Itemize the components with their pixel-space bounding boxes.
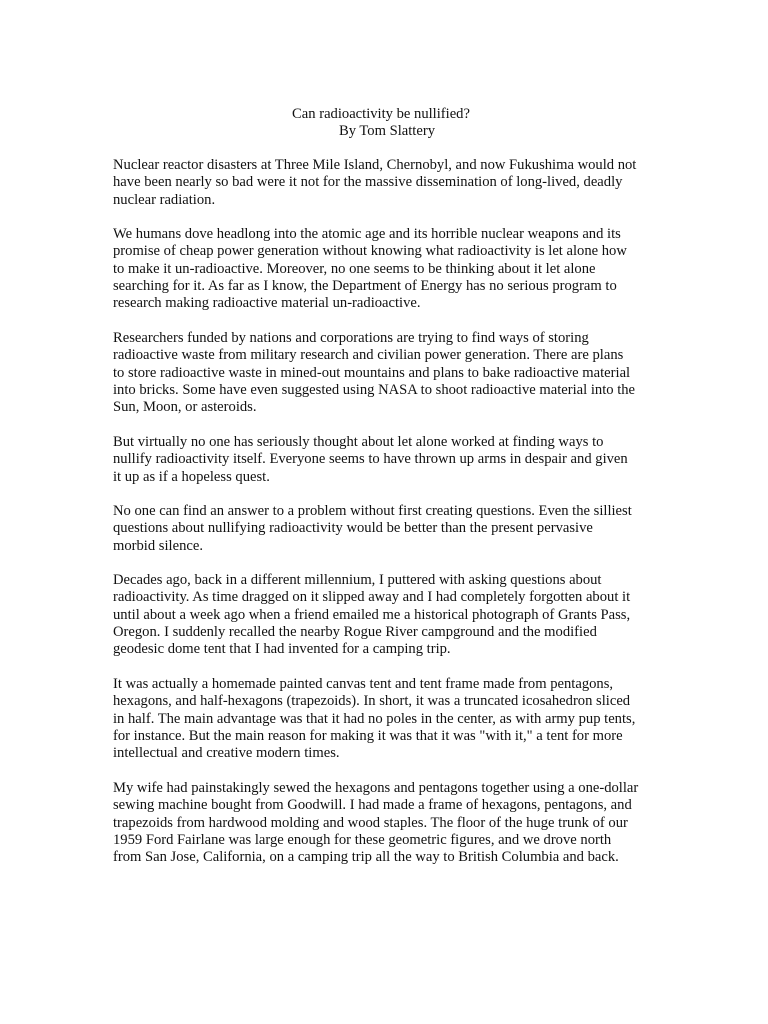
paragraph-line: to store radioactive waste in mined-out mountains and plans to bake radioactive material bbox=[113, 364, 631, 381]
paragraph-line: searching for it. As far as I know, the Department of Energy has no serious program to bbox=[113, 277, 617, 294]
paragraph-line: Decades ago, back in a different millennium, I puttered with asking questions about bbox=[113, 572, 602, 588]
paragraph-line: radioactivity. As time dragged on it slipped away and I had completely forgotten about it bbox=[113, 589, 631, 606]
paragraph-line: have been nearly so bad were it not for the massive dissemination of long-lived, deadly bbox=[113, 174, 623, 191]
paragraph-line: trapezoids from hardwood molding and wood staples. The floor of the huge trunk of our bbox=[113, 814, 628, 831]
paragraph-line: promise of cheap power generation without knowing what radioactivity is let alone how bbox=[113, 243, 627, 260]
paragraph-line: in half. The main advantage was that it had no poles in the center, as with army pup tents, bbox=[113, 710, 636, 727]
paragraph-line: to make it un-radioactive. Moreover, no one seems to be thinking about it let alone bbox=[113, 260, 596, 277]
paragraph-line: nullify radioactivity itself. Everyone seems to have thrown up arms in despair and given bbox=[113, 451, 628, 468]
paragraph-line: Sun, Moon, or asteroids. bbox=[113, 399, 257, 416]
author-byline: By Tom Slattery bbox=[339, 123, 435, 140]
paragraph-line: from San Jose, California, on a camping trip all the way to British Columbia and back. bbox=[113, 849, 619, 866]
paragraph-line: for instance. But the main reason for making it was that it was "with it," a tent for more bbox=[113, 727, 623, 744]
title-block bbox=[0, 106, 768, 140]
paragraph-line: sewing machine bought from Goodwill. I had made a frame of hexagons, pentagons, and bbox=[113, 797, 632, 814]
paragraph-line: it up as if a hopeless quest. bbox=[113, 468, 270, 485]
paragraph-line: nuclear radiation. bbox=[113, 191, 216, 208]
paragraph-line: into bricks. Some have even suggested using NASA to shoot radioactive material into the bbox=[113, 381, 636, 398]
paragraph-line: Nuclear reactor disasters at Three Mile Island, Chernobyl, and now Fukushima would not bbox=[113, 157, 637, 173]
paragraph-line: radioactive waste from military research and civilian power generation. There are plans bbox=[113, 347, 624, 364]
paragraph-line: research making radioactive material un-radioactive. bbox=[113, 295, 421, 312]
paragraph-line: Researchers funded by nations and corporations are trying to find ways of storing bbox=[113, 330, 589, 346]
paragraph-line: questions about nullifying radioactivity would be better than the present pervasive bbox=[113, 520, 593, 537]
paragraph-line: But virtually no one has seriously thought about let alone worked at finding ways to bbox=[113, 434, 604, 450]
paragraph-line: morbid silence. bbox=[113, 537, 203, 554]
paragraph-line: intellectual and creative modern times. bbox=[113, 745, 340, 762]
paragraph-line: No one can find an answer to a problem without first creating questions. Even the silliest bbox=[113, 503, 632, 519]
paragraph-line: hexagons, and half-hexagons (trapezoids). In short, it was a truncated icosahedron sliced bbox=[113, 693, 631, 710]
paragraph-line: 1959 Ford Fairlane was large enough for these geometric figures, and we drove north bbox=[113, 831, 612, 848]
paragraph-line: We humans dove headlong into the atomic age and its horrible nuclear weapons and its bbox=[113, 226, 621, 242]
paragraph-line: My wife had painstakingly sewed the hexagons and pentagons together using a one-dollar bbox=[113, 780, 639, 796]
paragraph-line: until about a week ago when a friend emailed me a historical photograph of Grants Pass, bbox=[113, 606, 631, 623]
paragraph-line: Oregon. I suddenly recalled the nearby Rogue River campground and the modified bbox=[113, 623, 597, 640]
paragraph-line: geodesic dome tent that I had invented for a camping trip. bbox=[113, 641, 451, 658]
document-title: Can radioactivity be nullified? bbox=[292, 106, 470, 122]
paragraph-line: It was actually a homemade painted canvas tent and tent frame made from pentagons, bbox=[113, 676, 614, 692]
